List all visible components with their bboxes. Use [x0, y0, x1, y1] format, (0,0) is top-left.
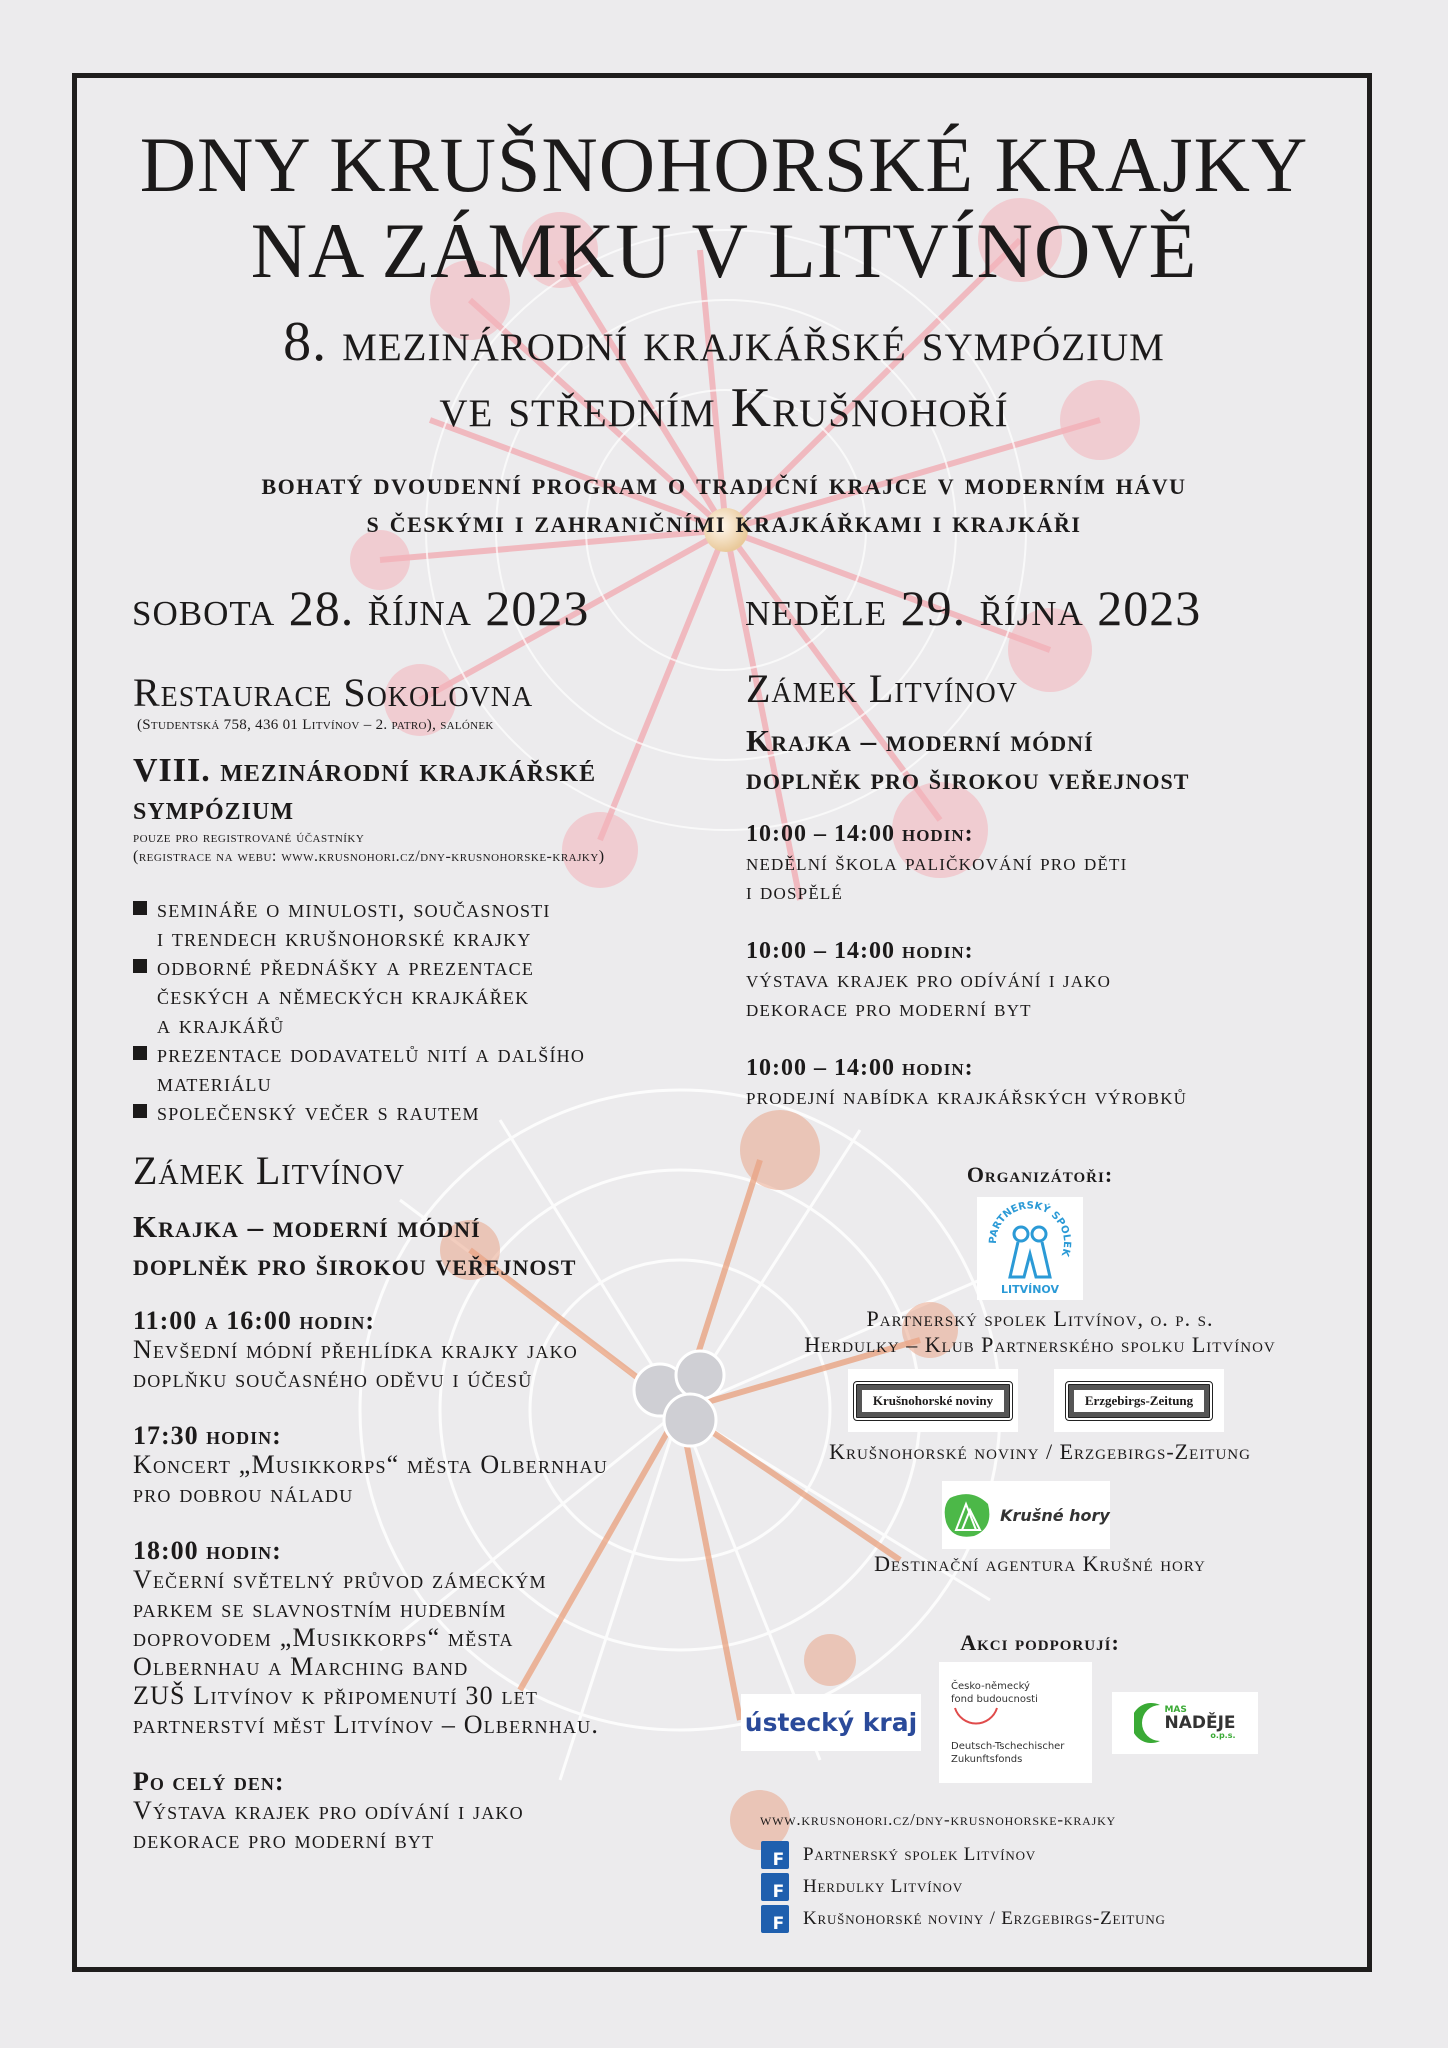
title-line-2: NA ZÁMKU V LITVÍNOVĚ — [250, 207, 1198, 294]
square-bullet-icon — [133, 901, 147, 915]
saturday-date: sobota 28. října 2023 — [132, 580, 590, 636]
square-bullet-icon — [133, 1104, 147, 1118]
facebook-link[interactable]: f Krušnohorské noviny / Erzgebirgs-Zeitung — [761, 1905, 1166, 1933]
program-item: 10:00 – 14:00 hodin: nedělní škola paličkování pro děti i dospělé — [746, 821, 1128, 905]
registration-url-note: (registrace na webu: www.krusnohori.cz/dny-krusnohorske-krajky) — [133, 848, 605, 865]
event-title-line-1: Krajka – moderní módní — [133, 1209, 481, 1244]
bullet-item: společenský večer s rautem — [133, 1097, 733, 1126]
event-title-line-2: doplněk pro širokou veřejnost — [133, 1247, 577, 1282]
sunday-venue — [746, 666, 1346, 1140]
event-title-line-1: VIII. mezinárodní krajkářské — [133, 752, 597, 789]
facebook-link[interactable]: f Partnerský spolek Litvínov — [761, 1841, 1166, 1869]
registration-note: pouze pro registrované účastníky — [133, 829, 365, 846]
partnersky-spolek-logo-icon — [980, 1199, 1080, 1299]
bullet-item: prezentace dodavatelů nití a dalšího materiálu — [133, 1039, 733, 1097]
tagline-line-1: bohatý dvoudenní program o tradiční krajce v moderním hávu — [261, 465, 1187, 501]
krusne-hory-tree-icon — [942, 1492, 992, 1538]
facebook-icon: f — [761, 1873, 789, 1901]
saturday-venue-1 — [133, 670, 733, 1126]
organizers-heading: Organizátoři: — [966, 1162, 1114, 1187]
program-item: 10:00 – 14:00 hodin: prodejní nabídka krajkářských výrobků — [746, 1055, 1188, 1110]
program-item: 10:00 – 14:00 hodin: výstava krajek pro odívání i jako dekorace pro moderní byt — [746, 938, 1112, 1022]
cesko-nemecky-fond-logo: Česko-německý fond budoucnosti Deutsch-Tschechischer Zukunftsfonds — [939, 1662, 1092, 1783]
organizer-line-2: Herdulky – Klub Partnerského spolku Litvínov — [804, 1332, 1276, 1357]
facebook-links — [761, 1841, 1166, 1937]
venue-name: Zámek Litvínov — [133, 1148, 405, 1193]
subtitle-line-2: ve středním Krušnohoří — [439, 377, 1009, 439]
venue-address: (Studentská 758, 436 01 Litvínov – 2. patro), salónek — [137, 717, 494, 733]
program-item: 18:00 hodin: Večerní světelný průvod zámeckým parkem se slavnostním hudebním doprovodem „Musikkorps“ města Olbernhau a Marching band ZUŠ Litvínov k připomenutí 30 let partnerství měst Litvínov – Olbernhau. — [133, 1536, 600, 1739]
subtitle-line-1: 8. mezinárodní krajkářské sympózium — [283, 311, 1165, 373]
svg-text:PARTNERSKÝ SPOLEK: PARTNERSKÝ SPOLEK — [987, 1199, 1073, 1258]
event-title-line-2: sympózium — [133, 790, 294, 827]
mas-nadeje-crescent-icon — [1134, 1701, 1164, 1745]
website-link[interactable]: www.krusnohori.cz/dny-krusnohorske-krajky — [760, 1810, 1117, 1829]
krusne-hory-caption: Destinační agentura Krušné hory — [874, 1551, 1206, 1576]
seminar-bullet-list — [133, 894, 733, 1126]
event-title-line-1: Krajka – moderní módní — [746, 723, 1094, 758]
partnersky-spolek-logo — [977, 1197, 1083, 1300]
venue-name: Restaurace Sokolovna — [133, 670, 534, 715]
ustecky-kraj-logo: ústecký kraj — [741, 1694, 921, 1751]
venue-name: Zámek Litvínov — [746, 666, 1018, 711]
krusne-hory-logo: Krušné hory — [942, 1481, 1110, 1549]
tagline-line-2: s českými i zahraničními krajkářkami i krajkáři — [366, 503, 1082, 539]
square-bullet-icon — [133, 1046, 147, 1060]
bullet-item: semináře o minulosti, současnosti i trendech krušnohorské krajky — [133, 894, 733, 952]
mas-nadeje-logo: MAS NADĚJE o.p.s. — [1112, 1692, 1258, 1754]
facebook-icon: f — [761, 1841, 789, 1869]
saturday-venue-2 — [133, 1148, 753, 1882]
title-line-1: DNY KRUŠNOHORSKÉ KRAJKY — [139, 121, 1309, 208]
bullet-item: odborné přednášky a prezentace českých a německých krajkářek a krajkářů — [133, 952, 733, 1039]
facebook-link[interactable]: f Herdulky Litvínov — [761, 1873, 1166, 1901]
krusnohorske-noviny-logo: Krušnohorské noviny — [848, 1369, 1018, 1432]
sunday-date: neděle 29. října 2023 — [745, 580, 1202, 636]
facebook-icon: f — [761, 1905, 789, 1933]
fond-arc-icon — [951, 1706, 1001, 1736]
newspaper-caption: Krušnohorské noviny / Erzgebirgs-Zeitung — [829, 1439, 1251, 1464]
program-item: 11:00 a 16:00 hodin: Nevšední módní přehlídka krajky jako doplňku současného oděvu i účesů — [133, 1306, 578, 1393]
square-bullet-icon — [133, 959, 147, 973]
program-item: 17:30 hodin: Koncert „Musikkorps“ města Olbernhau pro dobrou náladu — [133, 1421, 608, 1508]
event-title-line-2: doplněk pro širokou veřejnost — [746, 761, 1190, 796]
svg-text:LITVÍNOV: LITVÍNOV — [1001, 1282, 1059, 1296]
organizer-line-1: Partnerský spolek Litvínov, o. p. s. — [866, 1306, 1214, 1331]
supporters-heading: Akci podporují: — [960, 1630, 1120, 1655]
erzgebirgs-zeitung-logo: Erzgebirgs-Zeitung — [1054, 1369, 1224, 1432]
program-item: Po celý den: Výstava krajek pro odívání i jako dekorace pro moderní byt — [133, 1767, 524, 1854]
